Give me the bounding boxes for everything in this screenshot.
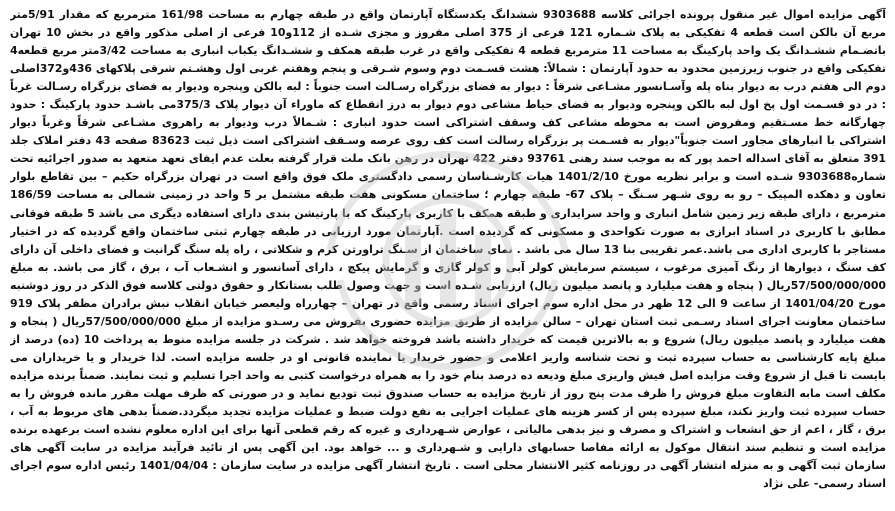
auction-notice-text: آگهی مزایده اموال غیر منقول پرونده اجرائی کلاسه 9303688 ششدانگ یکدستگاه آپارتمان واقع در طبقه چهارم به مساحت 161/98 مترمربع که مقدار 5/91متر مربع آن بالکن است قطعه 4 تفکیکی به پلاک شـماره 121 فرعی از 375 اصلی مفروز و مجزی شـده از 112و10 فرعی از اصلی مذکور واقع در بخش 10 تهران باتضـمام ششـدانگ یک واحد پارکینگ به مساحت 11 مترمربع قطعه 4 تفکیکی واقع در غرب طبقه همکف و ششـدانگ یکباب انباری به مساحت 3/42متر مربع قطعه4 تفکیکی واقع در جنوب زیرزمین محدود به حدود آپارتمان : شمالاً: هشت قسـمت دوم وسوم شـرقی و پنجم وهفتم غربی اول وهشـتم شرقی پلاکهای 436و372اصلی دوم الی هفتم درب به دیوار بناه پله وآسـانسور مشـاعی شرقاً : دیوار به فضای بزرگراه رسـالت است جنوباً : لبه بالکن وپنجره ودیوار به فضای بزرگراه رسـالت غرباً : در دو قسـمت اول پخ اول لبه بالکن وپنجره ودیوار به فضای حیاط مشاعی دوم دیوار به درز انقطاع که ماوراء آن دیوار پلاک 375/3می باشـد حدود پارکینگ : حدود چهارگانه خط مسـتقیم ومفروض است به محوطه مشاعی کف وسقف اشتراکی است حدود انباری : شـمالاً درب ودیوار به راهروی مشـاعی شرقاً وغرباً دیوار اشتراکی با انبارهای مجاور است جنوباً"دیوار به قسـمت پر بزرگراه رسالت است کف روی عرصه وسـقف اشتراکی است ذیل ثبت 83623 صفحه 43 دفتر املاک جلد 391 متعلق به آقای اسداله احمد پور که به موجب سند رهنی 93761 دفتر 422 تهران در رهن بانک ملت قرار گرفته بعلت عدم ایفای تعهد متعهد به صدور اجرائیه تحت شماره9303688 شـده است و برابر نظریه مورخ 1401/2/10 هیات کارشـناسان رسمی دادگستری ملک فوق واقع است در تهران بزرگراه حکیم – بین تقاطع بلوار تعاون و دهکده المپیک – رو به روی شـهر سـنگ – پلاک 67- طبقه چهارم ؛ ساختمان مسکونی هفت طبقه مشتمل بر 5 واحد در زمینی شمالی به مساحت 186/59 مترمربع ، دارای طبقه زیر زمین شامل انباری و واحد سرایداری و طبقه همکف با کاربری پارکینگ که با پارتیشن بندی دارای استفاده دیگری می باشد 5 طبقه فوقانی مطابق با کاربری در اسناد ابرازی به صورت تکواحدی و مسکونی که گردیده است .آپارتمان مورد ارزیابی در طبقه چهارم ثبتی ساختمان واقع گردیده که در اختیار مستاجر با کاربری اداری می باشد.عمر تقریبی بنا 13 سال می باشد . نمای ساختمان از سـنگ تراورتن کرم و شکلاتی ، راه پله سنگ گرانیت و فضای داخلی آن دارای کف سنگ ، دیوارها از رنگ آمیزی مرغوب ، سیستم سرمایش کولر آبی و کولر گازی و گرمایش پیکچ ، دارای آسانسور و انشـعاب آب ، برق ، گاز می باشد. به مبلغ 57/500/000/000ریال ( پنجاه و هفت میلیارد و پانصد میلیون ریال) ارزیابی شـده است و جهت وصول طلب بستانکار و حقوق دولتی کلاسه فوق الذکر در روز دوشنبه مورخ 1401/04/20 از ساعت 9 الی 12 ظهر در محل اداره سوم اجرای اسناد رسمی واقع در تهران – چهارراه ولیعصر خیابان انقلاب نبش برادران مظفر پلاک 919 ساختمان معاونت اجرای اسناد رسـمی ثبت استان تهران – سالن مزایده از طریق مزایده حضوری بفروش می رسـدو مزایده از مبلغ 57/500/000/000ریال ( پنجاه و هفت میلیارد و پانصد میلیون ریال) شروع و به بالاترین قیمت که خریدار داشته باشد فروخته خواهد شد . شرکت در جلسه مزایده منوط به پرداخت 10 (ده) درصد از مبلغ پایه کارشناسی به حساب سپرده ثبت و تحت شناسه واریز اعلامی و حضور خریدار یا نماینده قانونی او در جلسه مزایده است. لذا خریدار و یا خریداران می بایست تا قبل از شروع وقت مزایده اصل فیش واریزی مبلغ ودیعه ده درصد بنام خود را به همراه درخواست کتبی به واحد اجرا تسلیم و ثبت نمایند. ضمناً برنده مزایده مکلف است مابه التفاوت مبلغ فروش را ظرف مدت پنج روز از تاریخ مزایده به حساب صندوق ثبت تودیع نماید و در صورتی که ظرف مهلت مقرر مانده فروش را به حساب سپرده ثبت واریز نکند، مبلغ سپرده پس از کسر هزینه های عملیات اجرایی به نفع دولت ضبط و عملیات مزایده تجدید میگردد.ضمناً بدهی های مربوط به آب ، برق ، گاز ، اعم از حق انشعاب و اشتراک و مصرف و نیز بدهی مالیاتی ، عوارض شـهرداری و غیره که رقم قطعی آنها برای این اداره معلوم نشده است برعهده برنده مزایده است و تنظیم سند انتقال موکول به ارائه مفاصا حسابهای دارایی و شـهرداری و ... خواهد بود. این آگهی پس از تائید فرآیند مزایده در سایت آگهی های سازمان ثبت آگهی و به منزله انتشار آگهی در روزنامه کثیر الانتشار محلی است . تاریخ انتشار آگهی مزایده در سایت سازمان : 1401/04/04 رئیس اداره سوم اجرای اسناد رسمی- علی نژاد xyxy=(10,8,886,491)
